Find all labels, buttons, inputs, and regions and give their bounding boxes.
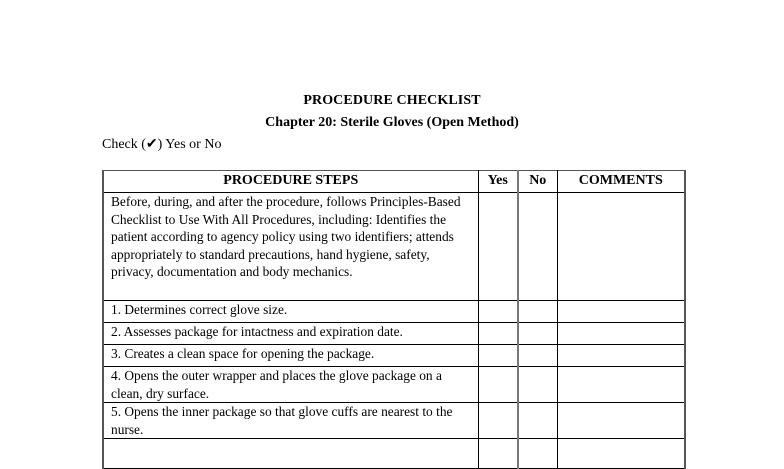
comments-cell[interactable] [557, 403, 685, 439]
no-cell[interactable] [518, 193, 557, 301]
no-cell[interactable] [518, 439, 557, 469]
step-text [103, 439, 478, 469]
yes-cell[interactable] [478, 301, 518, 323]
table-row [103, 439, 685, 469]
comments-cell[interactable] [557, 301, 685, 323]
no-cell[interactable] [518, 403, 557, 439]
yes-cell[interactable] [478, 345, 518, 367]
table-row [103, 323, 685, 345]
comments-cell[interactable] [557, 345, 685, 367]
no-cell[interactable] [518, 301, 557, 323]
table-header-row [103, 171, 685, 193]
step-text: 3. Creates a clean space for opening the package. [103, 345, 478, 367]
yes-cell[interactable] [478, 367, 518, 403]
document-subtitle: Chapter 20: Sterile Gloves (Open Method) [265, 115, 519, 130]
yes-cell[interactable] [478, 193, 518, 301]
step-text: 4. Opens the outer wrapper and places the glove package on a clean, dry surface. [103, 367, 478, 403]
no-cell[interactable] [518, 367, 557, 403]
comments-cell[interactable] [557, 439, 685, 469]
header-yes: Yes [478, 171, 518, 193]
no-cell[interactable] [518, 323, 557, 345]
comments-cell[interactable] [557, 193, 685, 301]
yes-cell[interactable] [478, 403, 518, 439]
table-row [103, 367, 685, 403]
comments-cell[interactable] [557, 367, 685, 403]
yes-cell[interactable] [478, 439, 518, 469]
header-procedure-steps: PROCEDURE STEPS [103, 171, 478, 193]
header-no: No [518, 171, 557, 193]
header-comments: COMMENTS [557, 171, 685, 193]
comments-cell[interactable] [557, 323, 685, 345]
table-row [103, 403, 685, 439]
table-row [103, 345, 685, 367]
yes-cell[interactable] [478, 323, 518, 345]
table-row [103, 193, 685, 301]
procedure-checklist-table [102, 170, 686, 469]
step-text: 1. Determines correct glove size. [103, 301, 478, 323]
check-instruction: Check (✔) Yes or No [102, 137, 222, 152]
step-text: 5. Opens the inner package so that glove cuffs are nearest to the nurse. [103, 403, 478, 439]
step-text: Before, during, and after the procedure, follows Principles-Based Checklist to Use With All Procedures, including: Identifies the patient according to agency policy using two identifiers; attends appropriately to standard precautions, hand hygiene, safety, privacy, documentation and body mechanics. [103, 193, 478, 301]
no-cell[interactable] [518, 345, 557, 367]
step-text: 2. Assesses package for intactness and expiration date. [103, 323, 478, 345]
document-title: PROCEDURE CHECKLIST [303, 93, 481, 108]
table-row [103, 301, 685, 323]
